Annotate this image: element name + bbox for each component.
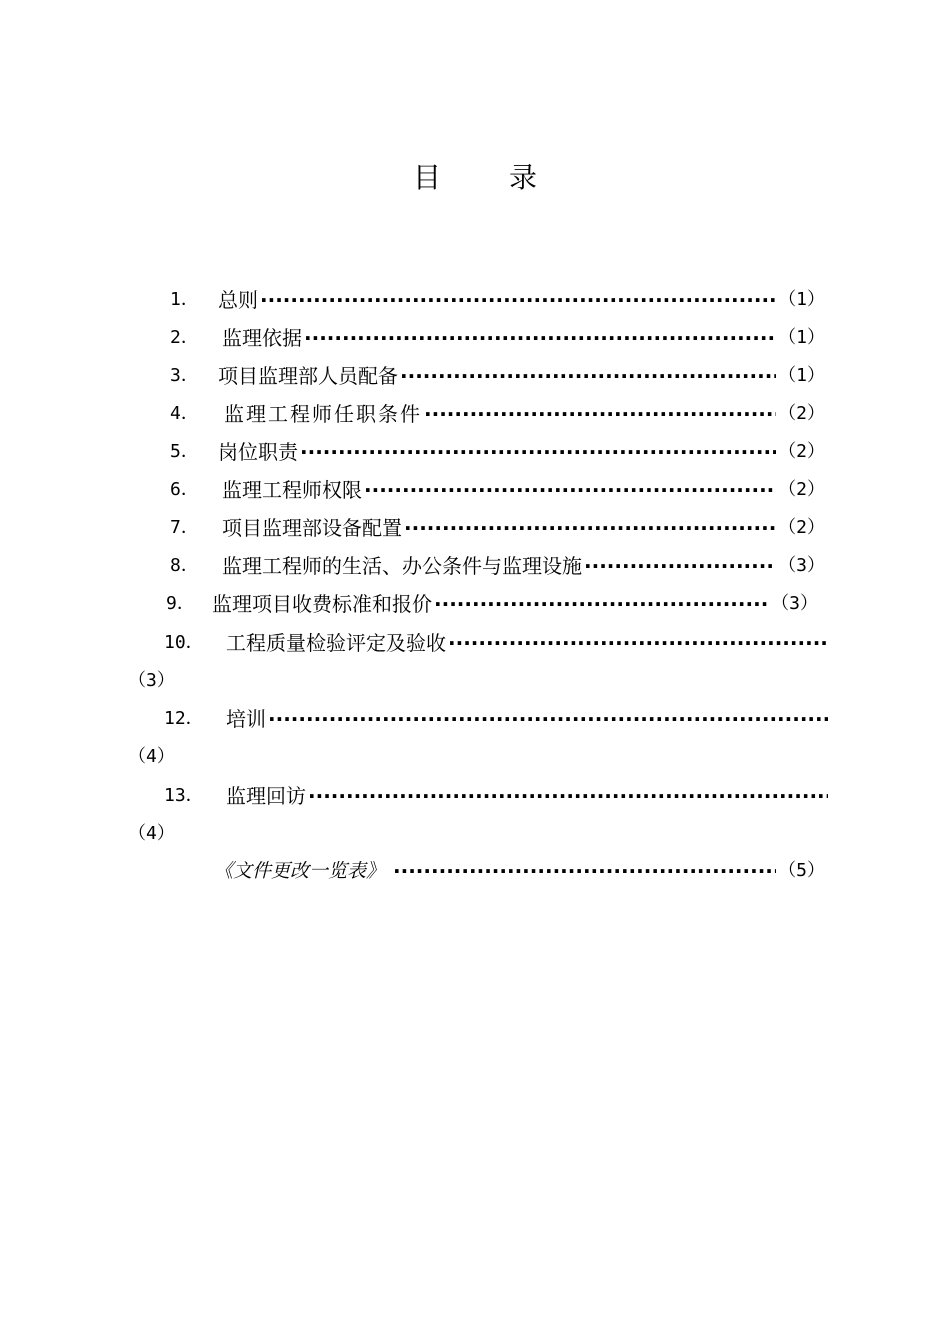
toc-entry-number: 2． (170, 327, 199, 348)
toc-entry[interactable] (214, 857, 825, 885)
toc-entry[interactable] (170, 362, 825, 390)
toc-entry-label: 监理工程师任职条件 (224, 402, 422, 426)
toc-entry[interactable] (164, 782, 830, 810)
toc-entry-number: 13． (164, 785, 204, 806)
toc-entry[interactable] (164, 629, 830, 657)
toc-entry-number: 7． (170, 517, 199, 538)
toc-entry[interactable] (170, 552, 825, 580)
toc-entry-page: （3） (771, 593, 818, 614)
toc-entry-page: （1） (778, 327, 825, 348)
toc-entry-number: 12． (164, 708, 204, 729)
toc-entry-label: 《文件更改一览表》 (214, 860, 386, 882)
toc-entry[interactable] (170, 476, 825, 504)
toc-leader-dots (448, 629, 828, 657)
toc-entry[interactable] (170, 286, 825, 314)
toc-entry-number: 3． (170, 365, 199, 386)
toc-entry-number: 8． (170, 555, 199, 576)
toc-leader-dots (393, 857, 776, 885)
toc-entry-number: 6． (170, 479, 199, 500)
toc-entry-number: 10． (164, 632, 204, 653)
toc-entry-page: （5） (778, 860, 825, 881)
toc-entry-page: （2） (778, 441, 825, 462)
toc-entry[interactable] (170, 324, 825, 352)
toc-entry-label: 监理工程师权限 (222, 478, 362, 502)
toc-entry-page: （4） (128, 746, 175, 767)
toc-leader-dots (424, 400, 776, 428)
toc-entry-label: 监理依据 (222, 326, 302, 350)
toc-leader-dots (304, 324, 776, 352)
toc-leader-dots (434, 590, 769, 618)
toc-entry-label: 岗位职责 (218, 440, 298, 464)
toc-leader-dots (404, 514, 776, 542)
toc-leader-dots (308, 782, 828, 810)
toc-entry-page: （3） (128, 670, 175, 691)
toc-entry-page: （3） (778, 555, 825, 576)
toc-entry-label: 项目监理部设备配置 (222, 516, 402, 540)
toc-entry-label: 工程质量检验评定及验收 (226, 631, 446, 655)
toc-leader-dots (584, 552, 776, 580)
toc-leader-dots (260, 286, 776, 314)
toc-entry-label: 监理项目收费标准和报价 (212, 592, 432, 616)
toc-leader-dots (364, 476, 776, 504)
toc-entry-number: 9． (166, 593, 195, 614)
toc-leader-dots (300, 438, 776, 466)
toc-leader-dots (268, 705, 828, 733)
toc-entry-page: （1） (778, 365, 825, 386)
toc-entry-page: （4） (128, 823, 175, 844)
toc-entry[interactable] (164, 705, 830, 733)
toc-entry[interactable] (166, 590, 818, 618)
toc-entry-page: （2） (778, 403, 825, 424)
toc-entry-label: 监理回访 (226, 784, 306, 808)
toc-entry-number: 1． (170, 289, 199, 310)
toc-entry[interactable] (170, 438, 825, 466)
toc-entry-number: 5． (170, 441, 199, 462)
toc-entry-number: 4． (170, 403, 199, 424)
toc-entry[interactable] (170, 514, 825, 542)
page-title: 目录 (412, 161, 605, 194)
toc-entry-page: （2） (778, 479, 825, 500)
toc-entry-label: 培训 (226, 707, 266, 731)
toc-entry-page: （1） (778, 289, 825, 310)
toc-entry[interactable] (170, 400, 825, 428)
toc-entry-page: （2） (778, 517, 825, 538)
toc-leader-dots (400, 362, 776, 390)
toc-entry-label: 总则 (218, 288, 258, 312)
toc-entry-label: 项目监理部人员配备 (218, 364, 398, 388)
toc-entry-label: 监理工程师的生活、办公条件与监理设施 (222, 554, 582, 578)
